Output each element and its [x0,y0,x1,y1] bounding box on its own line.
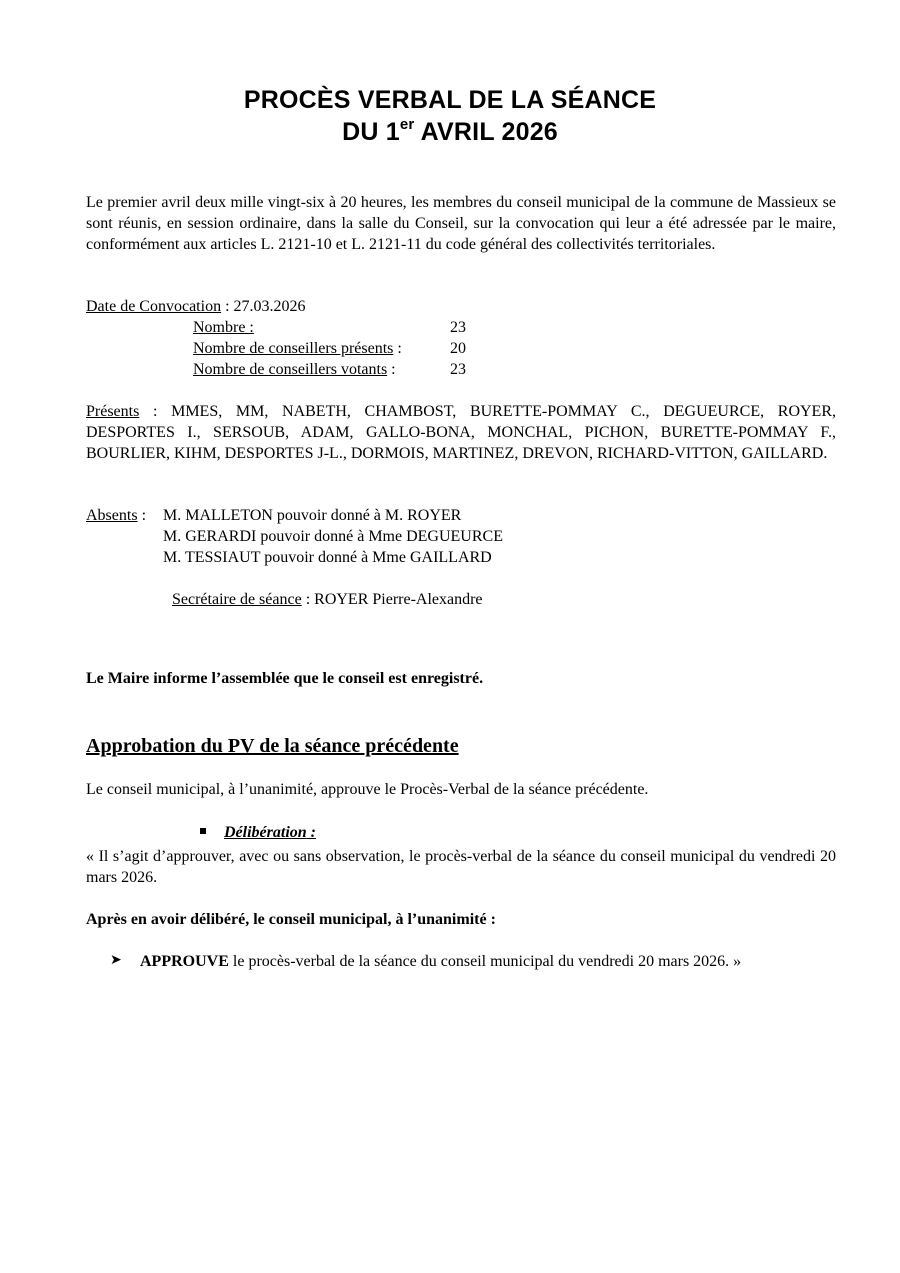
convocation-value: 27.03.2026 [233,298,306,315]
convocation-date [86,296,306,317]
decision-verb: APPROUVE [140,953,229,970]
deliberation-line [200,822,316,843]
count-votants-sep: : [387,361,396,378]
section-heading: Approbation du PV de la séance précédente [86,735,459,757]
convocation-sep: : [221,298,234,315]
title-ordinal-suffix: er [399,116,415,133]
arrow-bullet-icon: ➤ [110,953,122,968]
document-title-line1: PROCÈS VERBAL DE LA SÉANCE [243,86,657,114]
count-presents-value: 20 [450,340,466,357]
count-presents-label [193,338,402,359]
absents-label-text: Absents [86,507,138,524]
secretaire-label: Secrétaire de séance [172,591,302,608]
absent-item: M. MALLETON pouvoir donné à M. ROYER [163,507,462,524]
absent-item: M. GERARDI pouvoir donné à Mme DEGUEURCE [163,528,503,545]
count-total-text: Nombre : [193,319,254,336]
absent-item: M. TESSIAUT pouvoir donné à Mme GAILLARD [163,549,492,566]
title-date-suffix: AVRIL 2026 [414,118,558,146]
decision-line [140,951,741,972]
absents-sep: : [137,507,147,524]
count-votants-label [193,359,396,380]
deliberation-colon: : [306,824,316,841]
maire-info: Le Maire informe l’assemblée que le conseil est enregistré. [86,670,484,687]
count-votants-value: 23 [450,361,466,378]
intro-paragraph: Le premier avril deux mille vingt-six à 20 heures, les membres du conseil municipal de la commune de Massieux se sont réunis, en session ordinaire, dans la salle du Conseil, sur la convocation qui leur a été adressée par le maire, conformément aux articles L. 2121-10 et L. 2121-11 du code général des collectivités territoriales. [86,194,836,253]
count-presents-text: Nombre de conseillers présents [193,340,394,357]
deliberation-quote: « Il s’agit d’approuver, avec ou sans observation, le procès-verbal de la séance du conseil municipal du vendredi 20 mars 2026. [86,848,836,886]
absents-label [86,505,146,526]
count-votants-text: Nombre de conseillers votants [193,361,388,378]
count-presents-sep: : [393,340,402,357]
presents-list: : MMES, MM, NABETH, CHAMBOST, BURETTE-POMMAY C., DEGUEURCE, ROYER, DESPORTES I., SERSOUB, ADAM, GALLO-BONA, MONCHAL, PICHON, BURETTE-POMMAY F., BOURLIER, KIHM, DESPORTES J-L., DORMOIS, MARTINEZ, DREVON, RICHARD-VITTON, GAILLARD. [86,403,836,462]
deliberation-label: Délibération [224,824,307,841]
presents-paragraph [86,401,836,464]
secretaire-value: ROYER Pierre-Alexandre [314,591,483,608]
convocation-label: Date de Convocation [86,298,222,315]
square-bullet-icon [200,828,206,834]
count-total-value: 23 [450,319,466,336]
secretaire-line [172,589,483,610]
decision-text: le procès-verbal de la séance du conseil municipal du vendredi 20 mars 2026. » [228,953,742,970]
section-summary: Le conseil municipal, à l’unanimité, approuve le Procès-Verbal de la séance précédente. [86,781,649,798]
secretaire-sep: : [301,591,315,608]
title-date-prefix: DU 1 [342,118,400,146]
document-title-line2 [0,118,900,147]
count-total-label [193,317,254,338]
decision-intro: Après en avoir délibéré, le conseil municipal, à l’unanimité : [86,911,496,928]
presents-label: Présents [86,403,140,420]
